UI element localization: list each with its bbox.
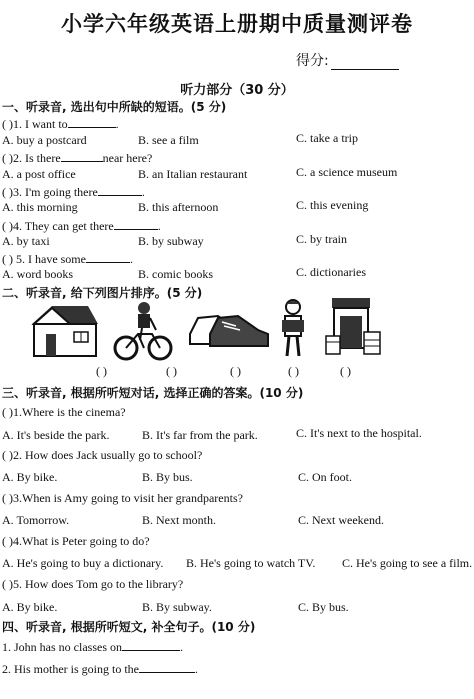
p1-q3: ( )3. I'm going there . (2, 185, 145, 199)
p1-q4-blank[interactable] (114, 218, 158, 230)
p3-q1-option-b[interactable]: B. It's far from the park. (142, 428, 258, 442)
p1-q3-option-c[interactable]: C. this evening (296, 198, 369, 212)
p3-q3-option-b[interactable]: B. Next month. (142, 513, 216, 527)
boy-reading-picture (276, 298, 310, 358)
p1-q1-option-b[interactable]: B. see a film (138, 133, 199, 147)
score-label: 得分: (296, 53, 329, 69)
p1-q1-blank[interactable] (68, 116, 116, 128)
score-field (296, 50, 399, 70)
p1-q2-option-b[interactable]: B. an Italian restaurant (138, 167, 248, 181)
p1-q3-blank[interactable] (98, 184, 142, 196)
p3-q5: ( )5. How does Tom go to the library? (2, 577, 184, 591)
p1-q5-option-a[interactable]: A. word books (2, 267, 73, 281)
p3-q2-option-c[interactable]: C. On foot. (298, 470, 352, 484)
p1-q4-option-b[interactable]: B. by subway (138, 234, 204, 248)
p4-q2: 2. His mother is going to the . (2, 662, 198, 676)
p3-q5-option-c[interactable]: C. By bus. (298, 600, 349, 614)
p1-q2-option-c[interactable]: C. a science museum (296, 165, 398, 179)
p3-q2-option-b[interactable]: B. By bus. (142, 470, 193, 484)
p2-answer-4[interactable]: ( ) (288, 364, 299, 378)
p3-q1-option-c[interactable]: C. It's next to the hospital. (296, 426, 422, 440)
p3-q1: ( )1.Where is the cinema? (2, 405, 126, 419)
p1-q3-option-a[interactable]: A. this morning (2, 200, 78, 214)
section-1-heading: 一、听录音, 选出句中所缺的短语。(5 分) (2, 100, 227, 114)
p3-q2: ( )2. How does Jack usually go to school? (2, 448, 203, 462)
p4-q2-blank[interactable] (139, 661, 195, 673)
p1-q5-option-c[interactable]: C. dictionaries (296, 265, 366, 279)
p4-q1-blank[interactable] (122, 639, 180, 651)
p3-q4: ( )4.What is Peter going to do? (2, 534, 150, 548)
p3-q2-option-a[interactable]: A. By bike. (2, 470, 58, 484)
p1-q2-option-a[interactable]: A. a post office (2, 167, 76, 181)
p2-answer-3[interactable]: ( ) (230, 364, 241, 378)
p1-q4: ( )4. They can get there . (2, 219, 161, 233)
p2-answer-5[interactable]: ( ) (340, 364, 351, 378)
p3-q3-option-a[interactable]: A. Tomorrow. (2, 513, 70, 527)
p3-q1-option-a[interactable]: A. It's beside the park. (2, 428, 110, 442)
p3-q4-option-a[interactable]: A. He's going to buy a dictionary. (2, 556, 164, 570)
p2-answer-1[interactable]: ( ) (96, 364, 107, 378)
p1-q1-option-c[interactable]: C. take a trip (296, 131, 358, 145)
p1-q1: ( )1. I want to . (2, 117, 119, 131)
score-blank[interactable] (331, 55, 399, 70)
bookstore-picture (324, 296, 382, 358)
p1-q2-blank[interactable] (61, 150, 103, 162)
p1-q4-option-c[interactable]: C. by train (296, 232, 347, 246)
p1-q2: ( )2. Is there near here? (2, 151, 153, 165)
p3-q5-option-a[interactable]: A. By bike. (2, 600, 58, 614)
p3-q3: ( )3.When is Amy going to visit her grandparents? (2, 491, 243, 505)
p1-q3-option-b[interactable]: B. this afternoon (138, 200, 219, 214)
p3-q5-option-b[interactable]: B. By subway. (142, 600, 212, 614)
p1-q5-blank[interactable] (86, 251, 130, 263)
section-4-heading: 四、听录音, 根据所听短文, 补全句子。(10 分) (2, 620, 256, 634)
exam-title: 小学六年级英语上册期中质量测评卷 (61, 12, 413, 36)
boy-on-bike-picture (112, 300, 174, 364)
house-picture (28, 302, 100, 358)
p2-answer-2[interactable]: ( ) (166, 364, 177, 378)
p3-q4-option-c[interactable]: C. He's going to see a film. (342, 556, 473, 570)
p1-q4-option-a[interactable]: A. by taxi (2, 234, 50, 248)
p3-q3-option-c[interactable]: C. Next weekend. (298, 513, 384, 527)
section-3-heading: 三、听录音, 根据所听短对话, 选择正确的答案。(10 分) (2, 386, 304, 400)
listening-header: 听力部分（30 分） (180, 83, 294, 98)
p1-q1-option-a[interactable]: A. buy a postcard (2, 133, 87, 147)
p3-q4-option-b[interactable]: B. He's going to watch TV. (186, 556, 316, 570)
section-2-heading: 二、听录音, 给下列图片排序。(5 分) (2, 286, 203, 300)
shoes-picture (188, 304, 270, 352)
p4-q1: 1. John has no classes on . (2, 640, 183, 654)
p1-q5: ( ) 5. I have some . (2, 252, 133, 266)
p1-q5-option-b[interactable]: B. comic books (138, 267, 213, 281)
